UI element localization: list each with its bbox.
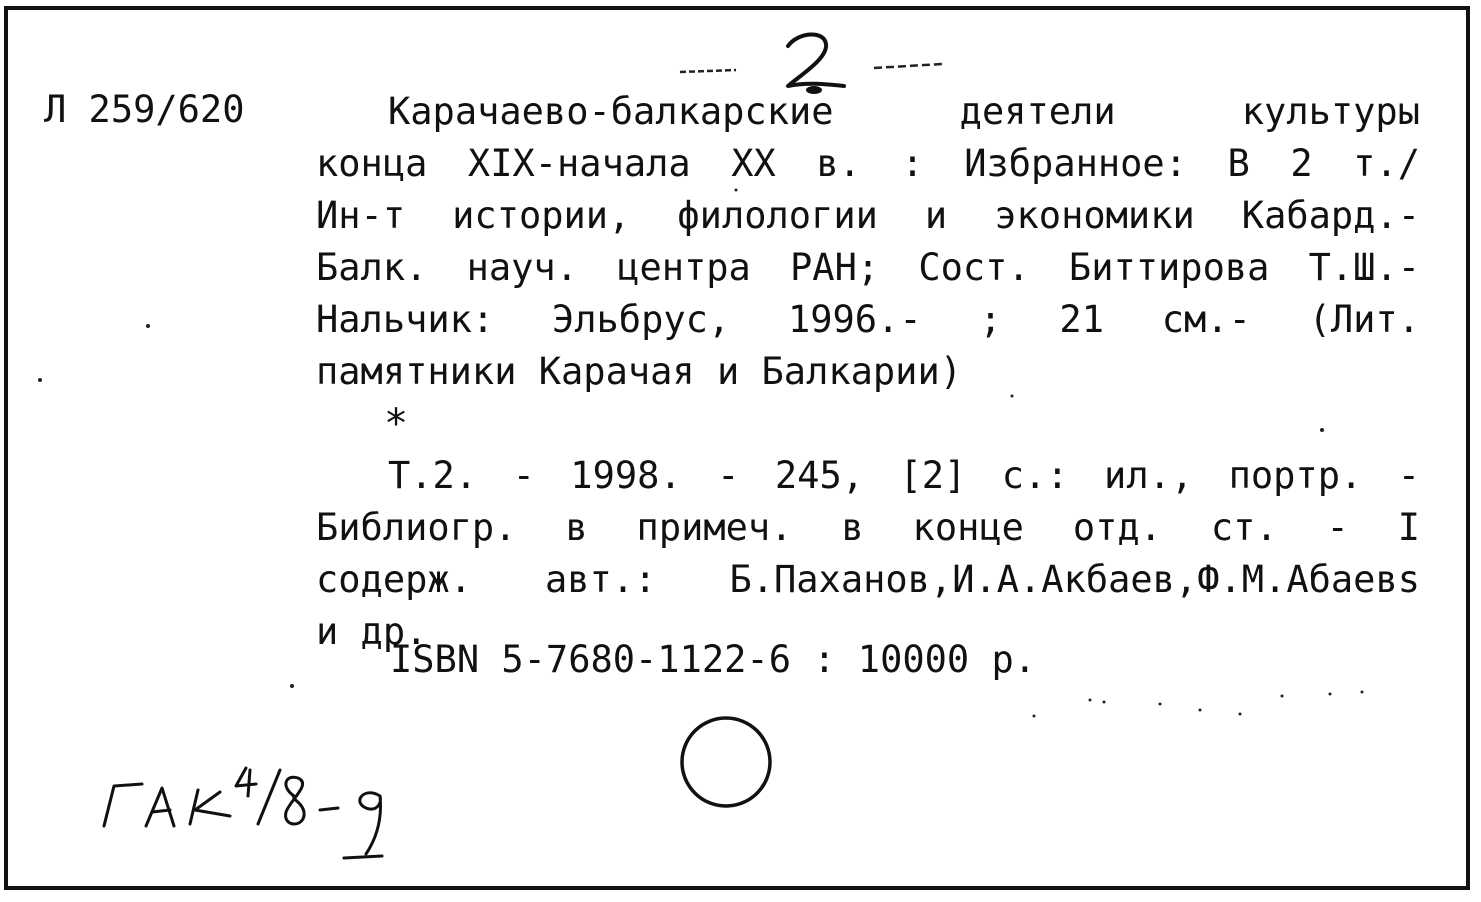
punch-hole-circle (676, 712, 776, 812)
section-separator: * (384, 401, 409, 447)
isbn-price-line: ISBN 5-7680-1122-6 : 10000 р. (390, 638, 1037, 681)
entry-line: конца XIX-начала XX в. : Избранное: В 2 т./ (316, 142, 1420, 185)
entry-line: Карачаево-балкарские деятели культуры (388, 90, 1420, 133)
bibliographic-entry (316, 86, 1420, 658)
call-number: Л 259/620 (44, 88, 245, 131)
entry-line: Балк. науч. центра РАН; Сост. Биттирова Т.Ш.- (316, 246, 1420, 289)
volume-line: содерж. авт.: Б.Паханов,И.А.Акбаев,Ф.М.Абаевs (316, 558, 1420, 601)
volume-line: и др. (316, 610, 428, 653)
volume-line: Т.2. - 1998. - 245, [2] с.: ил., портр. - (388, 454, 1420, 497)
entry-line: Ин-т истории, филологии и экономики Кабард.- (316, 194, 1420, 237)
entry-line: памятники Карачая и Балкарии) (316, 350, 963, 393)
volume-line: Библиогр. в примеч. в конце отд. ст. - I (316, 506, 1420, 549)
entry-line: Нальчик: Эльбрус, 1996.- ; 21 см.- (Лит. (316, 298, 1420, 341)
handwritten-shelf-note (90, 756, 430, 866)
